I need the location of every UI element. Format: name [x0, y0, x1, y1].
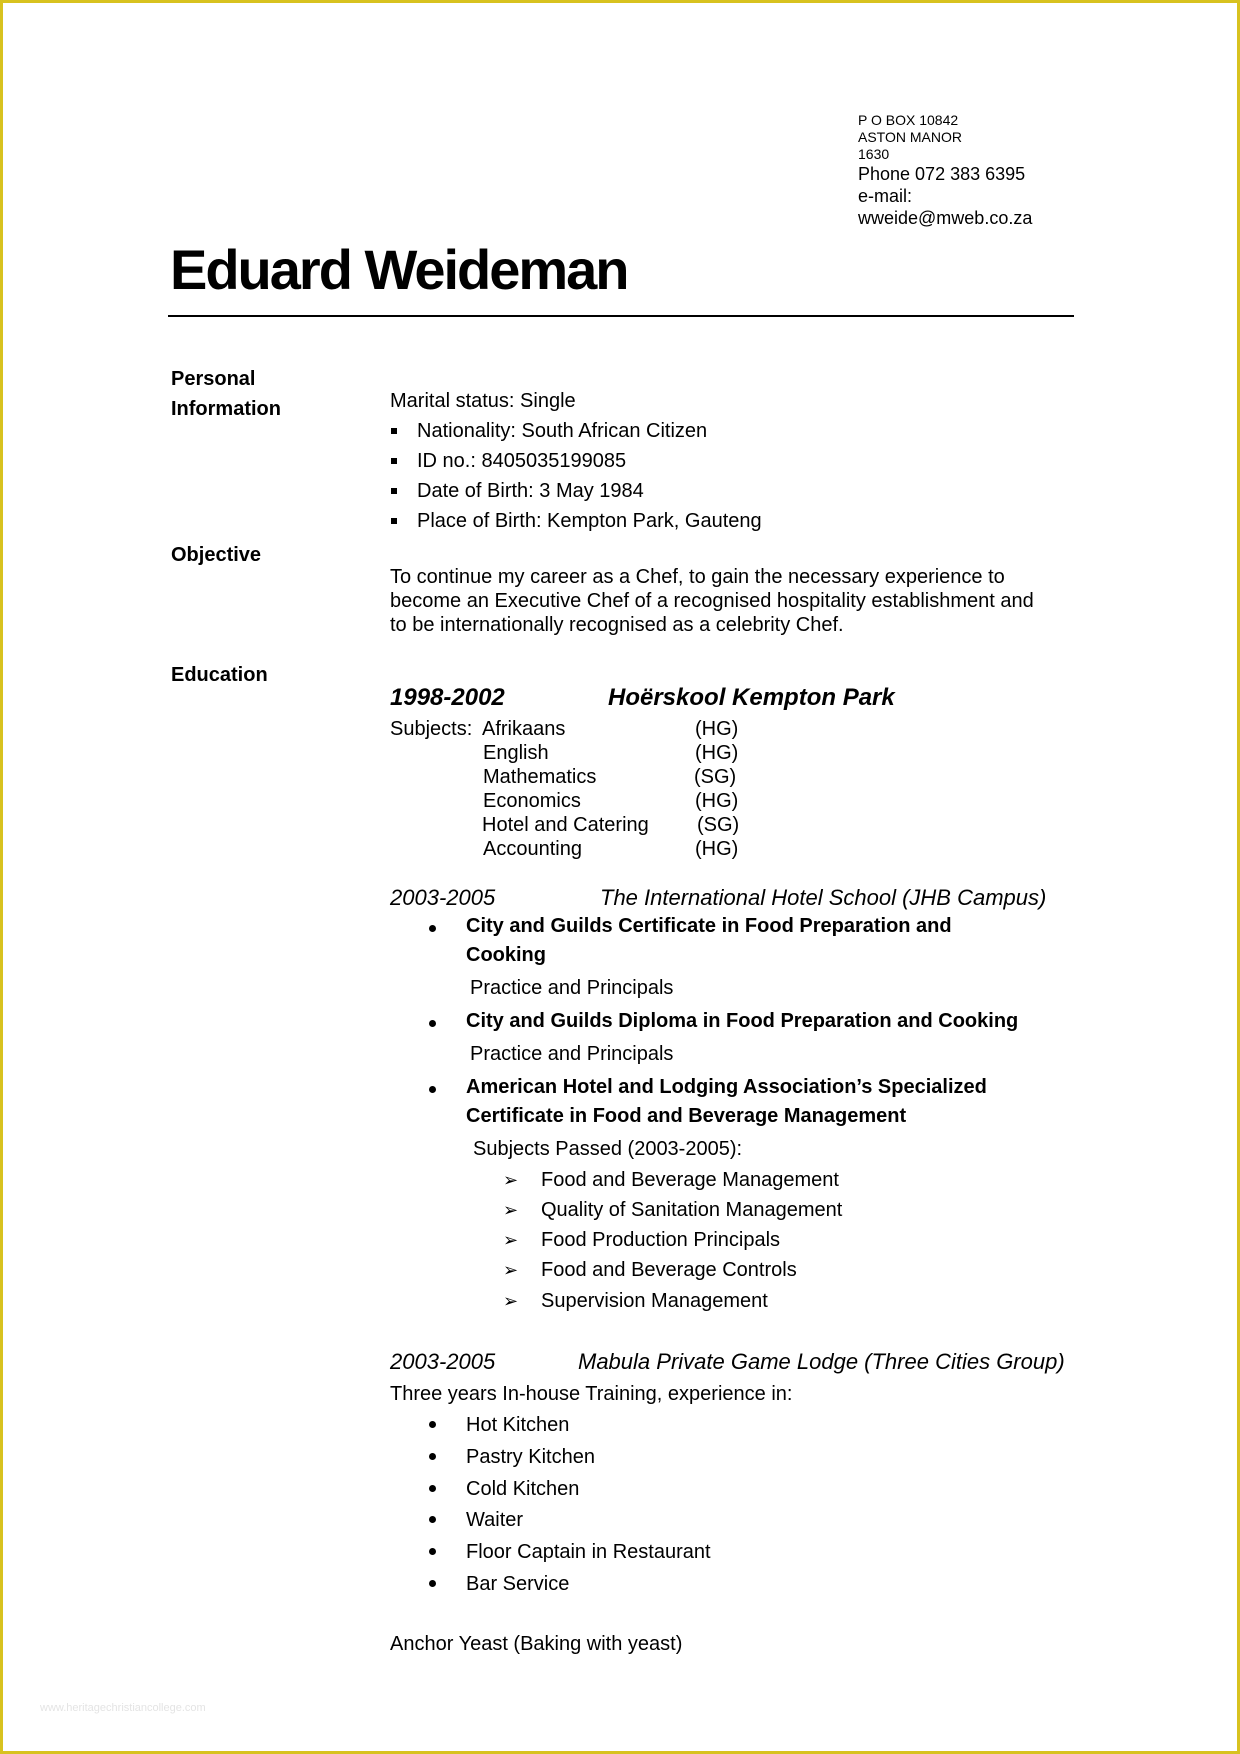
subject-name: Hotel and Catering	[482, 814, 649, 836]
lodge-experience-item: Hot Kitchen	[466, 1414, 570, 1436]
objective-line: become an Executive Chef of a recognised hospitality establishment and	[390, 590, 1034, 612]
objective-heading: Objective	[171, 544, 262, 566]
bullet-dot-icon	[429, 1453, 436, 1460]
bullet-dot-icon	[429, 1548, 436, 1555]
education-heading: Education	[171, 664, 268, 686]
bullet-dot-icon	[429, 1485, 436, 1492]
lodge-experience-item: Pastry Kitchen	[466, 1446, 595, 1468]
header-divider	[168, 315, 1074, 317]
passed-subject: Supervision Management	[541, 1290, 768, 1312]
certificate-1-line2: Cooking	[466, 944, 546, 966]
address-box: P O BOX 10842	[858, 112, 959, 128]
lodge-experience-item: Bar Service	[466, 1573, 570, 1595]
address-email: wweide@mweb.co.za	[858, 208, 1033, 228]
certificate-1-line1: City and Guilds Certificate in Food Preparation and	[466, 915, 952, 937]
certificate-3-line1: American Hotel and Lodging Association’s Specialized	[466, 1076, 987, 1098]
arrow-bullet-icon: ➢	[503, 1291, 519, 1311]
address-phone: Phone 072 383 6395	[858, 164, 1026, 184]
objective-line: to be internationally recognised as a celebrity Chef.	[390, 614, 844, 636]
square-bullet-icon	[391, 428, 397, 434]
marital-status: Marital status: Single	[390, 390, 576, 412]
lodge-experience-item: Waiter	[466, 1509, 524, 1531]
subject-name: Afrikaans	[482, 718, 566, 740]
subjects-label: Subjects:	[390, 718, 473, 740]
arrow-bullet-icon: ➢	[503, 1200, 519, 1220]
lodge-experience-item: Floor Captain in Restaurant	[466, 1541, 711, 1563]
hotel-school-name: The International Hotel School (JHB Campus)	[600, 885, 1047, 910]
bullet-dot-icon	[429, 1516, 436, 1523]
subject-name: Economics	[483, 790, 581, 812]
subject-grade: (HG)	[695, 838, 739, 860]
anchor-yeast: Anchor Yeast (Baking with yeast)	[390, 1633, 683, 1655]
subject-grade: (HG)	[695, 742, 739, 764]
passed-subject: Food and Beverage Controls	[541, 1259, 797, 1281]
objective-line: To continue my career as a Chef, to gain the necessary experience to	[390, 566, 1005, 588]
subject-grade: (HG)	[695, 790, 739, 812]
lodge-experience-item: Cold Kitchen	[466, 1478, 580, 1500]
certificate-3-line2: Certificate in Food and Beverage Management	[466, 1105, 907, 1127]
candidate-name: Eduard Weideman	[170, 238, 628, 301]
bullet-dot-icon	[429, 1580, 436, 1587]
subject-name: English	[483, 742, 549, 764]
bullet-dot-icon	[429, 1421, 436, 1428]
subject-grade: (HG)	[695, 718, 739, 740]
lodge-name: Mabula Private Game Lodge (Three Cities Group)	[578, 1349, 1065, 1374]
lodge-years: 2003-2005	[390, 1349, 496, 1374]
square-bullet-icon	[391, 518, 397, 524]
certificate-2-sub: Practice and Principals	[470, 1043, 674, 1065]
subject-grade: (SG)	[697, 814, 740, 836]
address-code: 1630	[858, 146, 890, 162]
school-name: Hoërskool Kempton Park	[608, 684, 895, 711]
square-bullet-icon	[391, 488, 397, 494]
watermark: www.heritagechristiancollege.com	[40, 1702, 206, 1714]
hotel-school-years: 2003-2005	[390, 885, 496, 910]
arrow-bullet-icon: ➢	[503, 1170, 519, 1190]
lodge-intro: Three years In-house Training, experience in:	[390, 1383, 793, 1405]
subject-name: Accounting	[483, 838, 582, 860]
certificate-1-sub: Practice and Principals	[470, 977, 674, 999]
square-bullet-icon	[391, 458, 397, 464]
bullet-dot-icon	[429, 1020, 436, 1027]
personal-heading-line2: Information	[171, 398, 281, 420]
address-area: ASTON MANOR	[858, 129, 962, 145]
passed-subject: Quality of Sanitation Management	[541, 1199, 843, 1221]
arrow-bullet-icon: ➢	[503, 1230, 519, 1250]
certificate-2: City and Guilds Diploma in Food Preparation and Cooking	[466, 1010, 1019, 1032]
bullet-dot-icon	[429, 1086, 436, 1093]
personal-heading-line1: Personal	[171, 368, 256, 390]
bullet-dot-icon	[429, 925, 436, 932]
school-years: 1998-2002	[390, 684, 505, 711]
subjects-passed: Subjects Passed (2003-2005):	[473, 1138, 743, 1160]
passed-subject: Food and Beverage Management	[541, 1169, 839, 1191]
subject-grade: (SG)	[694, 766, 737, 788]
address-email-label: e-mail:	[858, 186, 913, 206]
passed-subject: Food Production Principals	[541, 1229, 781, 1251]
subject-name: Mathematics	[483, 766, 597, 788]
arrow-bullet-icon: ➢	[503, 1260, 519, 1280]
